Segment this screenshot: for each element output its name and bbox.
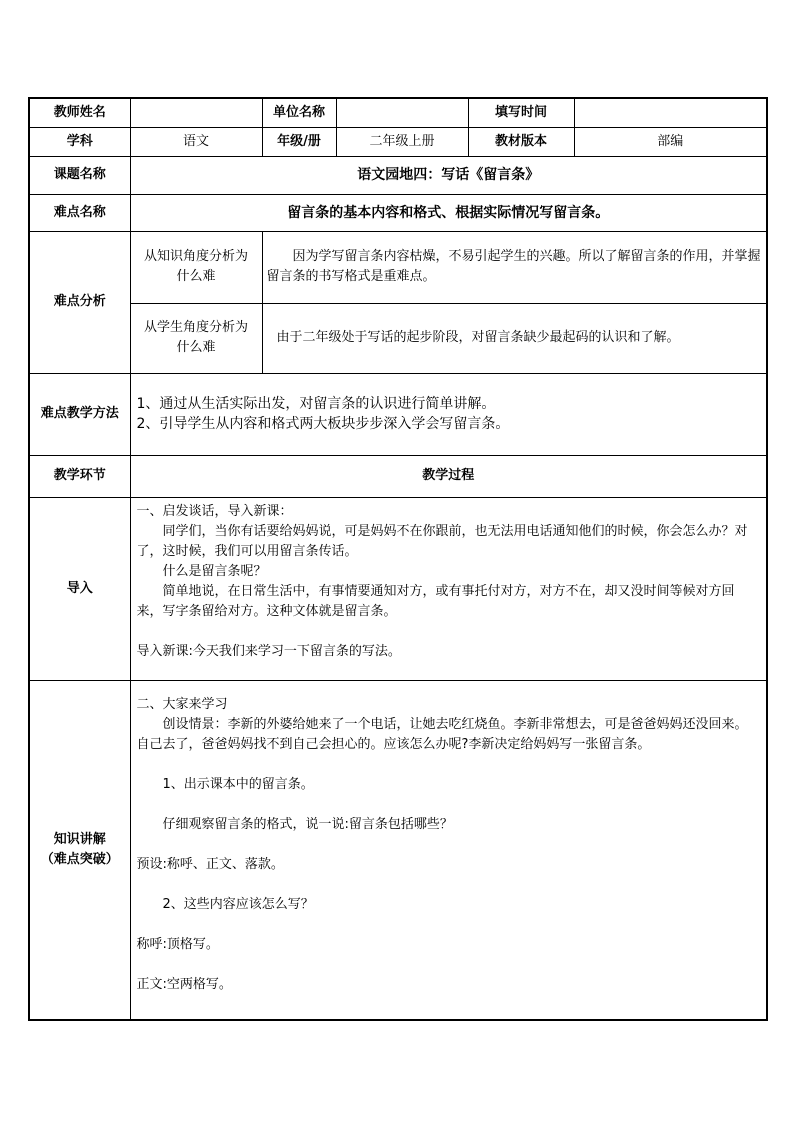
topic-value: 语文园地四：写话《留言条》 — [130, 156, 767, 194]
stage-column-header: 教学环节 — [29, 455, 130, 497]
analysis-label: 难点分析 — [29, 231, 130, 373]
intro-line-5: 导入新课:今天我们来学习一下留言条的写法。 — [136, 643, 401, 659]
difficulty-label: 难点名称 — [29, 194, 130, 231]
unit-value — [336, 98, 468, 127]
method-row — [29, 373, 767, 455]
topic-label: 课题名称 — [29, 156, 130, 194]
grade-value: 二年级上册 — [336, 127, 468, 156]
teacher-label: 教师姓名 — [29, 98, 130, 127]
process-column-header: 教学过程 — [130, 455, 767, 497]
process-header-row — [29, 455, 767, 497]
knowledge-line-3: 1、出示课本中的留言条。 — [162, 776, 314, 792]
lesson-plan-table — [28, 97, 768, 1021]
teacher-value — [130, 98, 262, 127]
knowledge-line-1: 二、大家来学习 — [136, 696, 228, 712]
topic-row — [29, 156, 767, 194]
intro-line-3: 什么是留言条呢？ — [162, 563, 267, 579]
analysis-row-student — [29, 303, 767, 373]
subject-label: 学科 — [29, 127, 130, 156]
header-row-2 — [29, 127, 767, 156]
unit-label: 单位名称 — [262, 98, 336, 127]
knowledge-label-sub: （难点突破） — [40, 851, 119, 867]
knowledge-angle-text: 因为学写留言条内容枯燥，不易引起学生的兴趣。所以了解留言条的作用，并掌握留言条的书写格式是重难点。 — [262, 231, 767, 303]
knowledge-line-7: 称呼:顶格写。 — [136, 936, 219, 952]
intro-content — [130, 497, 767, 680]
knowledge-line-4: 仔细观察留言条的格式，说一说:留言条包括哪些？ — [162, 816, 453, 832]
knowledge-line-5: 预设:称呼、正文、落款。 — [136, 856, 284, 872]
analysis-row-knowledge — [29, 231, 767, 303]
intro-row — [29, 497, 767, 680]
intro-label: 导入 — [29, 497, 130, 680]
knowledge-line-6: 2、这些内容应该怎么写？ — [162, 896, 314, 912]
knowledge-line-8: 正文:空两格写。 — [136, 976, 232, 992]
subject-value: 语文 — [130, 127, 262, 156]
edition-label: 教材版本 — [468, 127, 574, 156]
header-row-1 — [29, 98, 767, 127]
intro-line-1: 一、启发谈话，导入新课： — [136, 503, 293, 519]
grade-label: 年级/册 — [262, 127, 336, 156]
knowledge-label — [29, 680, 130, 1020]
difficulty-value: 留言条的基本内容和格式、根据实际情况写留言条。 — [130, 194, 767, 231]
method-line-2: 2、引导学生从内容和格式两大板块步步深入学会写留言条。 — [136, 416, 510, 432]
knowledge-angle-label: 从知识角度分析为什么难 — [130, 231, 262, 303]
date-label: 填写时间 — [468, 98, 574, 127]
student-angle-label: 从学生角度分析为什么难 — [130, 303, 262, 373]
intro-line-2: 同学们，当你有话要给妈妈说，可是妈妈不在你跟前，也无法用电话通知他们的时候，你会怎么办？对了，这时候，我们可以用留言条传话。 — [136, 523, 748, 559]
knowledge-row — [29, 680, 767, 1020]
knowledge-content — [130, 680, 767, 1020]
edition-value: 部编 — [574, 127, 767, 156]
intro-line-4: 简单地说，在日常生活中，有事情要通知对方，或有事托付对方，对方不在，却又没时间等候对方回来，写字条留给对方。这种文体就是留言条。 — [136, 583, 735, 619]
method-content — [130, 373, 767, 455]
date-value — [574, 98, 767, 127]
method-label: 难点教学方法 — [29, 373, 130, 455]
method-line-1: 1、通过从生活实际出发，对留言条的认识进行简单讲解。 — [136, 396, 496, 412]
student-angle-text: 由于二年级处于写话的起步阶段，对留言条缺少最起码的认识和了解。 — [262, 303, 767, 373]
knowledge-line-2: 创设情景：李新的外婆给她来了一个电话，让她去吃红烧鱼。李新非常想去，可是爸爸妈妈还没回来。自己去了，爸爸妈妈找不到自己会担心的。应该怎么办呢?李新决定给妈妈写一张留言条。 — [136, 716, 748, 752]
knowledge-label-main: 知识讲解 — [53, 831, 106, 847]
difficulty-row — [29, 194, 767, 231]
